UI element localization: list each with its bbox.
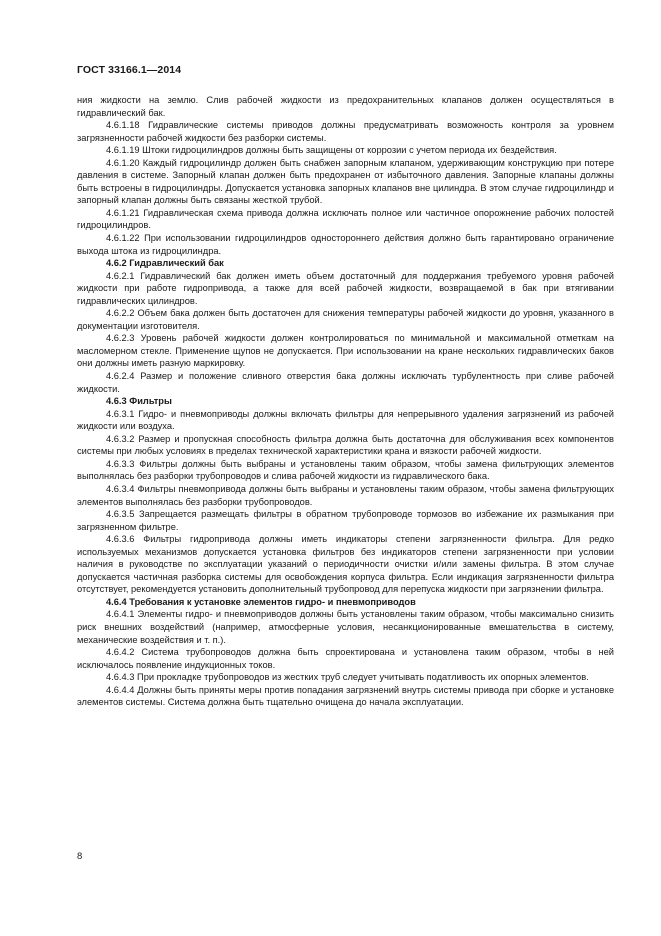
page-body xyxy=(77,94,614,709)
clause-4-6-3-3: 4.6.3.3 Фильтры должны быть выбраны и установлены таким образом, чтобы замена фильтрующих элементов выполнялась без разборки трубопроводов и слива рабочей жидкости из гидравлического бака. xyxy=(77,458,614,482)
section-heading-4-6-4: 4.6.4 Требования к установке элементов гидро- и пневмоприводов xyxy=(106,596,416,607)
clause-4-6-4-1: 4.6.4.1 Элементы гидро- и пневмоприводов должны быть установлены таким образом, чтобы максимально снизить риск внешних воздействий (например, атмосферные условия, несанкционированные вмешательства в систему, механические воздействия и т. п.). xyxy=(77,609,614,645)
clause-4-6-2-2: 4.6.2.2 Объем бака должен быть достаточен для снижения температуры рабочей жидкости до уровня, указанного в документации изготовителя. xyxy=(77,308,614,331)
clause-4-6-1-19: 4.6.1.19 Штоки гидроцилиндров должны быть защищены от коррозии с учетом периода их бездействия. xyxy=(106,145,557,156)
clause-4-6-4-4: 4.6.4.4 Должны быть приняты меры против попадания загрязнений внутрь системы привода при сборке и установке элементов системы. Система должна быть тщательно очищена до начала эксплуатации. xyxy=(77,684,614,708)
clause-4-6-4-3: 4.6.4.3 При прокладке трубопроводов из жестких труб следует учитывать податливость их опорных элементов. xyxy=(106,672,589,683)
clause-4-6-4-2: 4.6.4.2 Система трубопроводов должна быть спроектирована и установлена таким образом, чтобы в ней исключалось появление индукционных токов. xyxy=(77,647,614,670)
clause-4-6-3-6: 4.6.3.6 Фильтры гидропривода должны иметь индикаторы степени загрязненности фильтра. Для редко используемых механизмов допускается установка фильтров без индикаторов степени загрязненности при условии наличия в руководстве по эксплуатации указаний о периодичности очистки и/или замены фильтра. В этом случае допускается частичная разборка системы для освобождения корпуса фильтра. Если индикация загрязненности фильтра отсутствует, рекомендуется установить дополнительный трубопровод для перепуска жидкости при загрязнении фильтра. xyxy=(77,534,614,595)
document-header: ГОСТ 33166.1—2014 xyxy=(77,64,182,76)
section-heading-4-6-3: 4.6.3 Фильтры xyxy=(106,396,172,407)
clause-4-6-3-1: 4.6.3.1 Гидро- и пневмоприводы должны включать фильтры для непрерывного удаления загрязнений из рабочей жидкости или воздуха. xyxy=(77,408,614,432)
clause-4-6-3-4: 4.6.3.4 Фильтры пневмопривода должны быть выбраны и установлены таким образом, чтобы замена фильтрующих элементов выполнялась без разборки трубопроводов. xyxy=(77,483,614,507)
clause-4-6-1-21: 4.6.1.21 Гидравлическая схема привода должна исключать полное или частичное опорожнение рабочих полостей гидроцилиндров. xyxy=(77,207,614,231)
clause-4-6-1-18: 4.6.1.18 Гидравлические системы приводов должны предусматривать возможность контроля за уровнем загрязненности рабочей жидкости без разборки системы. xyxy=(77,120,614,143)
clause-4-6-1-22: 4.6.1.22 При использовании гидроцилиндров одностороннего действия должно быть гарантировано ограничение выхода штока из гидроцилиндра. xyxy=(77,233,614,256)
clause-4-6-1-20: 4.6.1.20 Каждый гидроцилиндр должен быть снабжен запорным клапаном, удерживающим конструкцию при потере давления в системе. Запорный клапан должен быть предохранен от избыточного давления. Запорные клапаны должны быть встроены в гидроцилиндры. Допускается установка запорных клапанов вне цилиндра. В этом случае гидроцилиндр и запорный клапан должны быть связаны жесткой трубой. xyxy=(77,157,614,206)
clause-4-6-2-1: 4.6.2.1 Гидравлический бак должен иметь объем достаточный для поддержания требуемого уровня рабочей жидкости при работе гидропривода, а также для всей рабочей жидкости, возвращаемой в бак при втягивании гидравлических цилиндров. xyxy=(77,270,614,306)
section-heading-4-6-2: 4.6.2 Гидравлический бак xyxy=(106,258,224,269)
paragraph-continuation: ния жидкости на землю. Слив рабочей жидкости из предохранительных клапанов должен осуществляться в гидравлический бак. xyxy=(77,95,614,118)
clause-4-6-3-2: 4.6.3.2 Размер и пропускная способность фильтра должна быть достаточна для обслуживания всех компонентов системы при любых условиях в пределах технической характеристики крана и вязкости рабочей жидкости. xyxy=(77,433,614,457)
page-number: 8 xyxy=(77,851,83,862)
clause-4-6-3-5: 4.6.3.5 Запрещается размещать фильтры в обратном трубопроводе тормозов во избежание их размыкания при загрязненном фильтре. xyxy=(77,509,614,532)
clause-4-6-2-4: 4.6.2.4 Размер и положение сливного отверстия бака должны исключать турбулентность при сливе рабочей жидкости. xyxy=(77,371,614,394)
clause-4-6-2-3: 4.6.2.3 Уровень рабочей жидкости должен контролироваться по минимальной и максимальной отметкам на масломерном стекле. Применение щупов не допускается. При использовании на кране нескольких гидравлических баков они должны иметь разную маркировку. xyxy=(77,333,614,369)
